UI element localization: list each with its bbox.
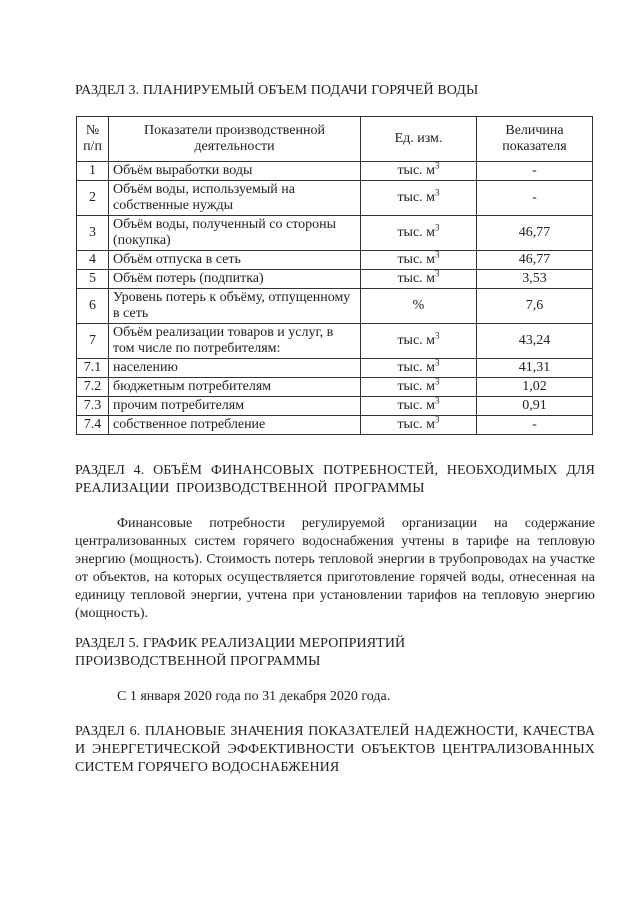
table-row bbox=[77, 251, 593, 270]
cell-num: 7.2 bbox=[77, 378, 109, 397]
cell-unit bbox=[361, 324, 477, 359]
cell-name: бюджетным потребителям bbox=[109, 378, 361, 397]
cell-num: 7.4 bbox=[77, 416, 109, 435]
unit-text: тыс. м bbox=[397, 271, 436, 286]
table-row bbox=[77, 216, 593, 251]
cell-name: Уровень потерь к объёму, отпущенному в сеть bbox=[109, 289, 361, 324]
unit-superscript: 3 bbox=[435, 395, 440, 406]
section-4-title: РАЗДЕЛ 4. ОБЪЁМ ФИНАНСОВЫХ ПОТРЕБНОСТЕЙ, НЕОБХОДИМЫХ ДЛЯ РЕАЛИЗАЦИИ ПРОИЗВОДСТВЕННОЙ ПРОГРАММЫ bbox=[75, 463, 595, 496]
cell-value: 7,6 bbox=[477, 289, 593, 324]
table-row bbox=[77, 378, 593, 397]
unit-text: тыс. м bbox=[397, 163, 436, 178]
cell-value: 1,02 bbox=[477, 378, 593, 397]
cell-value: - bbox=[477, 162, 593, 181]
cell-unit bbox=[361, 289, 477, 324]
section-5-text-body: С 1 января 2020 года по 31 декабря 2020 года. bbox=[117, 689, 391, 704]
cell-unit bbox=[361, 162, 477, 181]
cell-num: 7.3 bbox=[77, 397, 109, 416]
table-row bbox=[77, 397, 593, 416]
cell-unit bbox=[361, 378, 477, 397]
unit-superscript: 3 bbox=[435, 222, 440, 233]
unit-text: тыс. м bbox=[397, 398, 436, 413]
header-unit: Ед. изм. bbox=[361, 117, 477, 162]
cell-num: 5 bbox=[77, 270, 109, 289]
cell-unit bbox=[361, 251, 477, 270]
cell-num: 1 bbox=[77, 162, 109, 181]
cell-unit bbox=[361, 397, 477, 416]
cell-name: Объём воды, используемый на собственные нужды bbox=[109, 181, 361, 216]
cell-value: 3,53 bbox=[477, 270, 593, 289]
cell-num: 3 bbox=[77, 216, 109, 251]
unit-superscript: 3 bbox=[435, 330, 440, 341]
section-6-title: РАЗДЕЛ 6. ПЛАНОВЫЕ ЗНАЧЕНИЯ ПОКАЗАТЕЛЕЙ НАДЕЖНОСТИ, КАЧЕСТВА И ЭНЕРГЕТИЧЕСКОЙ ЭФФЕКТИВНОСТИ ОБЪЕКТОВ ЦЕНТРАЛИЗОВАННЫХ СИСТЕМ ГОРЯЧЕГО ВОДОСНАБЖЕНИЯ bbox=[75, 724, 595, 775]
unit-superscript: 3 bbox=[435, 414, 440, 425]
cell-name: Объём потерь (подпитка) bbox=[109, 270, 361, 289]
section-5-text bbox=[75, 688, 595, 706]
cell-value: - bbox=[477, 181, 593, 216]
unit-superscript: 3 bbox=[435, 187, 440, 198]
table-row bbox=[77, 416, 593, 435]
cell-name: прочим потребителям bbox=[109, 397, 361, 416]
cell-unit bbox=[361, 359, 477, 378]
unit-text: тыс. м bbox=[397, 379, 436, 394]
cell-unit bbox=[361, 416, 477, 435]
cell-value: 43,24 bbox=[477, 324, 593, 359]
cell-unit bbox=[361, 181, 477, 216]
unit-superscript: 3 bbox=[435, 357, 440, 368]
cell-name: Объём выработки воды bbox=[109, 162, 361, 181]
cell-num: 6 bbox=[77, 289, 109, 324]
header-num: № п/п bbox=[77, 117, 109, 162]
cell-name: собственное потребление bbox=[109, 416, 361, 435]
table-row bbox=[77, 324, 593, 359]
section-4-text-body: Финансовые потребности регулируемой организации на содержание централизованных систем горячего водоснабжения учтены в тарифе на тепловую энергию (мощность). Стоимость потерь тепловой энергии в трубопроводах на участке от объектов, на которых осуществляется приготовление горячей воды, отнесенная на единицу тепловой энергии, учтена при установлении тарифов на тепловую энергию (мощность). bbox=[75, 516, 595, 621]
unit-superscript: 3 bbox=[435, 249, 440, 260]
unit-superscript: 3 bbox=[435, 268, 440, 279]
cell-name: Объём отпуска в сеть bbox=[109, 251, 361, 270]
section-3-title: РАЗДЕЛ 3. ПЛАНИРУЕМЫЙ ОБЪЕМ ПОДАЧИ ГОРЯЧЕЙ ВОДЫ bbox=[75, 83, 479, 98]
section-5-title: РАЗДЕЛ 5. ГРАФИК РЕАЛИЗАЦИИ МЕРОПРИЯТИЙ ПРОИЗВОДСТВЕННОЙ ПРОГРАММЫ bbox=[75, 636, 406, 669]
unit-text: тыс. м bbox=[397, 190, 436, 205]
table-row bbox=[77, 289, 593, 324]
header-name: Показатели производственной деятельности bbox=[109, 117, 361, 162]
cell-name: населению bbox=[109, 359, 361, 378]
table-row bbox=[77, 359, 593, 378]
table-row bbox=[77, 270, 593, 289]
table-row bbox=[77, 181, 593, 216]
cell-unit bbox=[361, 216, 477, 251]
unit-text: тыс. м bbox=[397, 360, 436, 375]
cell-name: Объём воды, полученный со стороны (покупка) bbox=[109, 216, 361, 251]
cell-value: 46,77 bbox=[477, 216, 593, 251]
cell-num: 7.1 bbox=[77, 359, 109, 378]
unit-text: тыс. м bbox=[397, 417, 436, 432]
unit-text: % bbox=[412, 298, 425, 313]
unit-text: тыс. м bbox=[397, 252, 436, 267]
unit-text: тыс. м bbox=[397, 333, 436, 348]
section-4-text bbox=[75, 515, 595, 623]
unit-superscript: 3 bbox=[435, 376, 440, 387]
cell-unit bbox=[361, 270, 477, 289]
unit-text: тыс. м bbox=[397, 225, 436, 240]
table-row bbox=[77, 162, 593, 181]
header-value: Величина показателя bbox=[477, 117, 593, 162]
cell-value: 46,77 bbox=[477, 251, 593, 270]
cell-name: Объём реализации товаров и услуг, в том числе по потребителям: bbox=[109, 324, 361, 359]
cell-value: 41,31 bbox=[477, 359, 593, 378]
cell-num: 7 bbox=[77, 324, 109, 359]
unit-superscript: 3 bbox=[435, 160, 440, 171]
cell-value: 0,91 bbox=[477, 397, 593, 416]
cell-num: 2 bbox=[77, 181, 109, 216]
cell-num: 4 bbox=[77, 251, 109, 270]
cell-value: - bbox=[477, 416, 593, 435]
table-header-row bbox=[77, 117, 593, 162]
hot-water-supply-table bbox=[76, 116, 593, 435]
